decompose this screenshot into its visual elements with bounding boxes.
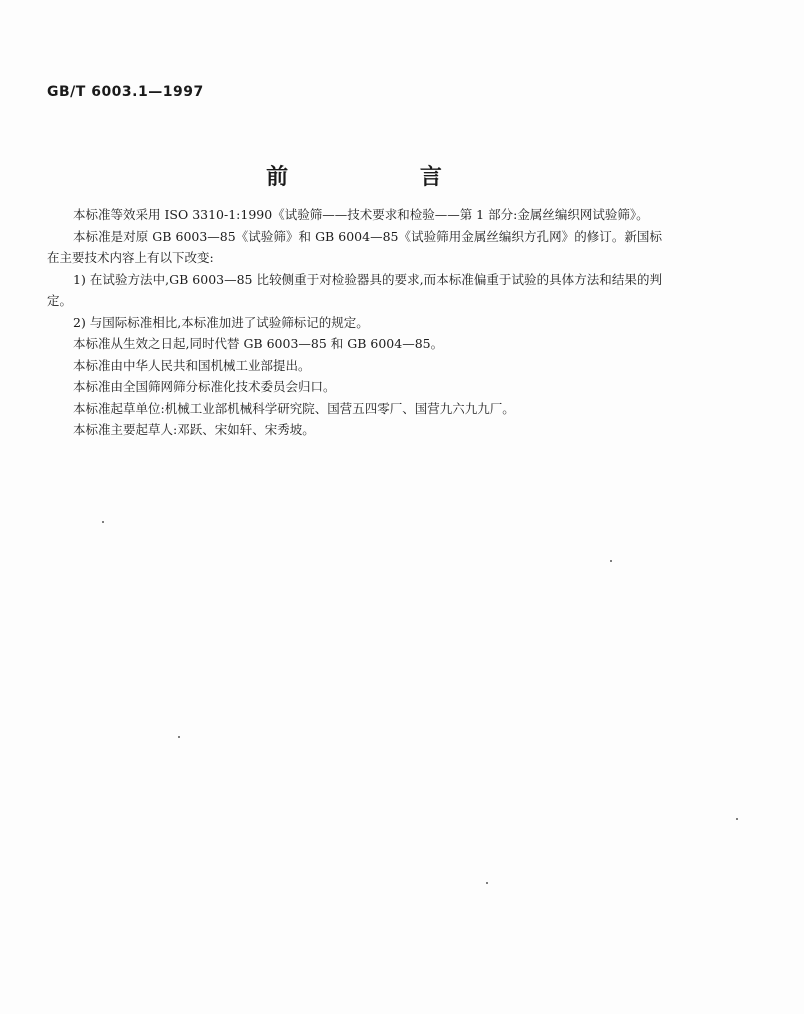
paragraph-change-2: 2) 与国际标准相比,本标准加进了试验筛标记的规定。	[73, 314, 369, 330]
paragraph-drafting-units: 本标准起草单位:机械工业部机械科学研究院、国营五四零厂、国营九六九九厂。	[73, 400, 515, 416]
paragraph-revision: 本标准是对原 GB 6003—85《试验筛》和 GB 6004—85《试验筛用金属丝编织方孔网》的修订。新国标在主要技术内容上有以下改变:	[47, 228, 662, 265]
paragraph-drafters: 本标准主要起草人:邓跃、宋如轩、宋秀坡。	[73, 422, 315, 437]
paragraph-proposer: 本标准由中华人民共和国机械工业部提出。	[73, 357, 311, 373]
scan-speck	[178, 736, 180, 738]
foreword-body	[47, 204, 662, 441]
scan-speck	[610, 560, 612, 562]
page-title: 前 言	[266, 164, 504, 190]
scan-speck	[486, 882, 488, 884]
paragraph-effective: 本标准从生效之日起,同时代替 GB 6003—85 和 GB 6004—85。	[73, 336, 444, 351]
scan-speck	[736, 818, 738, 820]
paragraph-equivalence: 本标准等效采用 ISO 3310-1:1990《试验筛——技术要求和检验——第 1 部分:金属丝编织网试验筛》。	[73, 207, 649, 222]
scan-speck	[102, 521, 104, 523]
paragraph-committee: 本标准由全国筛网筛分标准化技术委员会归口。	[73, 379, 336, 394]
standard-code: GB/T 6003.1—1997	[47, 84, 204, 100]
paragraph-change-1: 1) 在试验方法中,GB 6003—85 比较侧重于对检验器具的要求,而本标准偏重于试验的具体方法和结果的判定。	[47, 271, 662, 308]
